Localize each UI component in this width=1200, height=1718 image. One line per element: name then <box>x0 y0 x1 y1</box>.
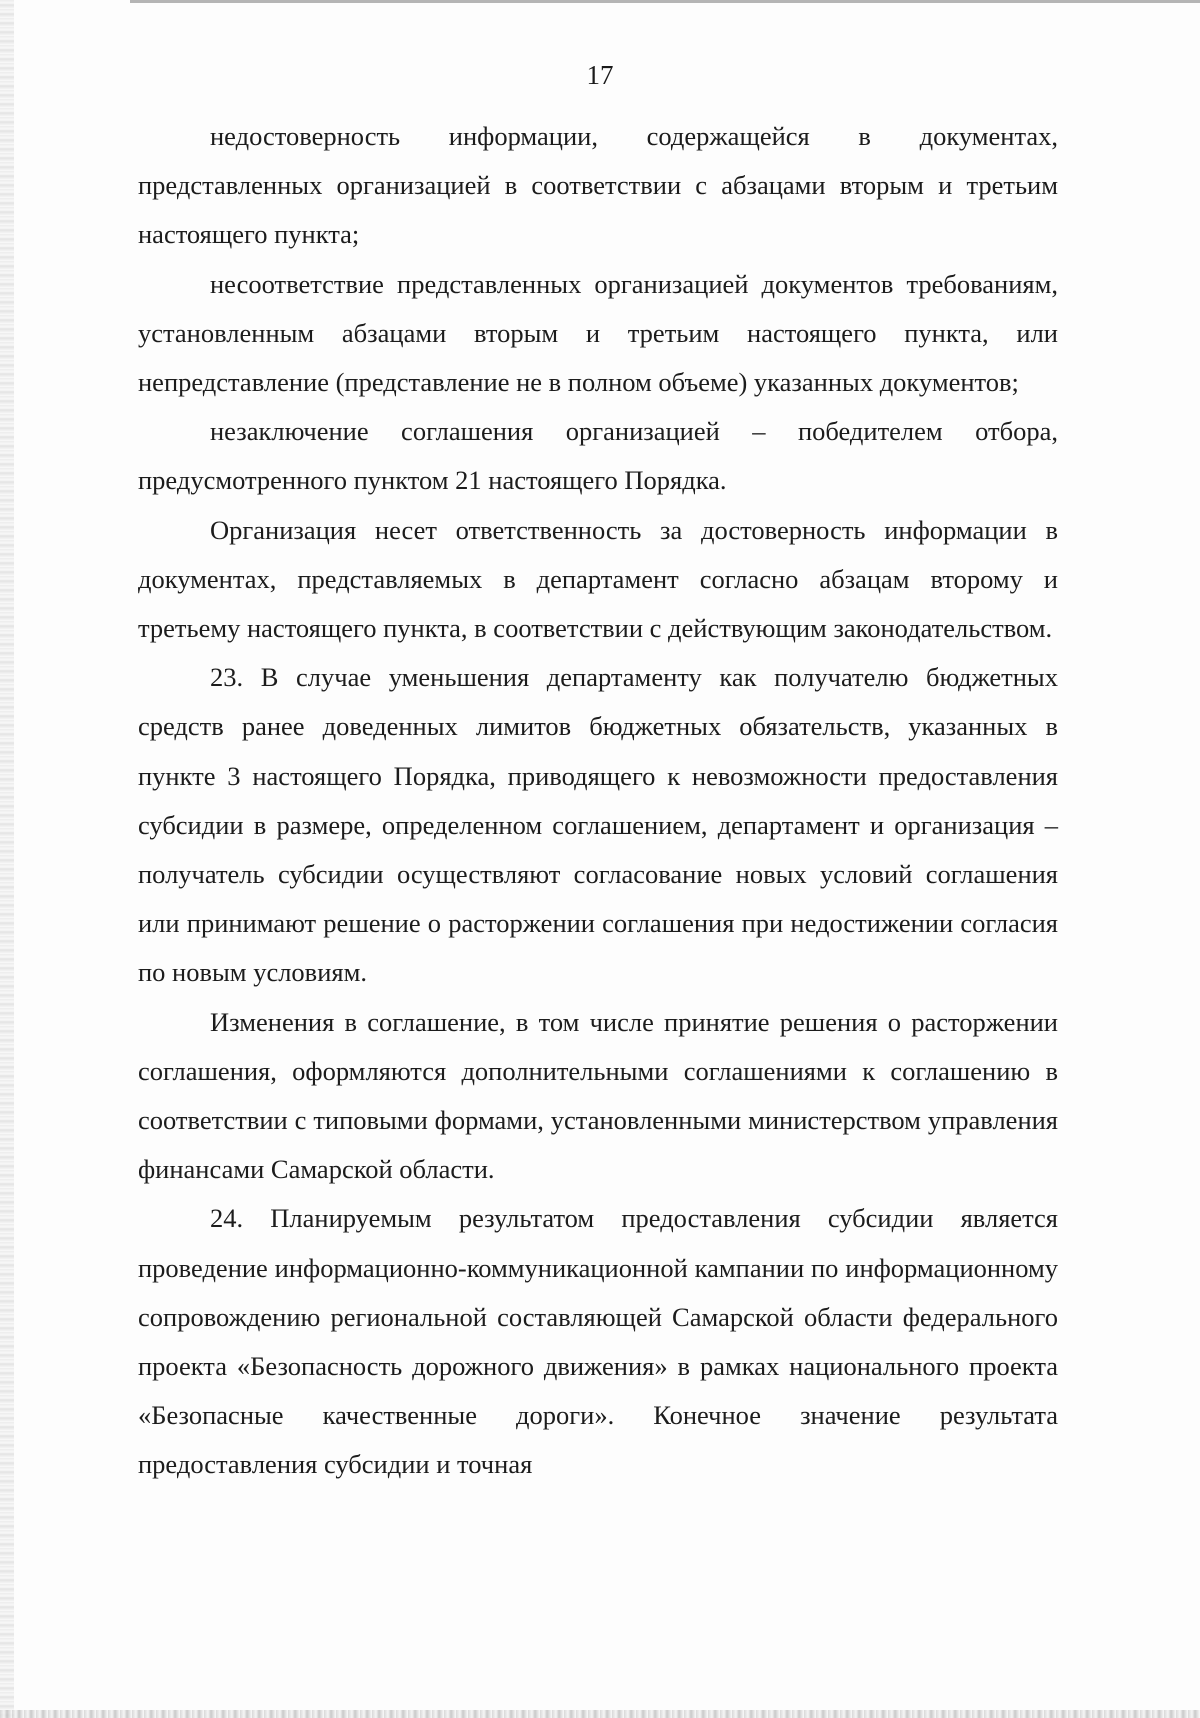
scan-edge-top <box>130 0 1200 3</box>
paragraph-unreliable-info: недостоверность информации, содержащейся в документах, представленных организацией в соответствии с абзацами вторым и третьим настоящего пункта; <box>138 121 1058 250</box>
paragraph-agreement-not-concluded: незаключение соглашения организацией – победителем отбора, предусмотренного пунктом 21 настоящего Порядка. <box>138 416 1058 496</box>
paragraph-agreement-changes: Изменения в соглашение, в том числе принятие решения о расторжении соглашения, оформляются дополнительными соглашениями к соглашению в соответствии с типовыми формами, установленными министерством управления финансами Самарской области. <box>138 1006 1058 1185</box>
scan-edge-bottom <box>0 1710 1200 1718</box>
paragraph-item-24: 24. Планируемым результатом предоставления субсидии является проведение информационно-коммуникационной кампании по информационному сопровождению региональной составляющей Самарской области федерального проекта «Безопасность дорожного движения» в рамках национального проекта «Безопасные качественные дороги». Конечное значение результата предоставления субсидии и точная <box>138 1203 1058 1480</box>
paragraph-nonconformity: несоответствие представленных организацией документов требованиям, установленным абзацами вторым и третьим настоящего пункта, или непредставление (представление не в полном объеме) указанных документов; <box>138 268 1058 398</box>
paragraph-item-23: 23. В случае уменьшения департаменту как получателю бюджетных средств ранее доведенных лимитов бюджетных обязательств, указанных в пункте 3 настоящего Порядка, приводящего к невозможности предоставления субсидии в размере, определенном соглашением, департамент и организация – получатель субсидии осуществляют согласование новых условий соглашения или принимают решение о расторжении соглашения при недостижении согласия по новым условиям. <box>138 662 1058 988</box>
document-body <box>138 112 1058 1490</box>
paragraph-organization-responsibility: Организация несет ответственность за достоверность информации в документах, представляемых в департамент согласно абзацам второму и третьему настоящего пункта, в соответствии с действующим законодательством. <box>138 514 1058 644</box>
page-number: 17 <box>586 60 614 90</box>
scan-edge-left <box>0 0 14 1718</box>
